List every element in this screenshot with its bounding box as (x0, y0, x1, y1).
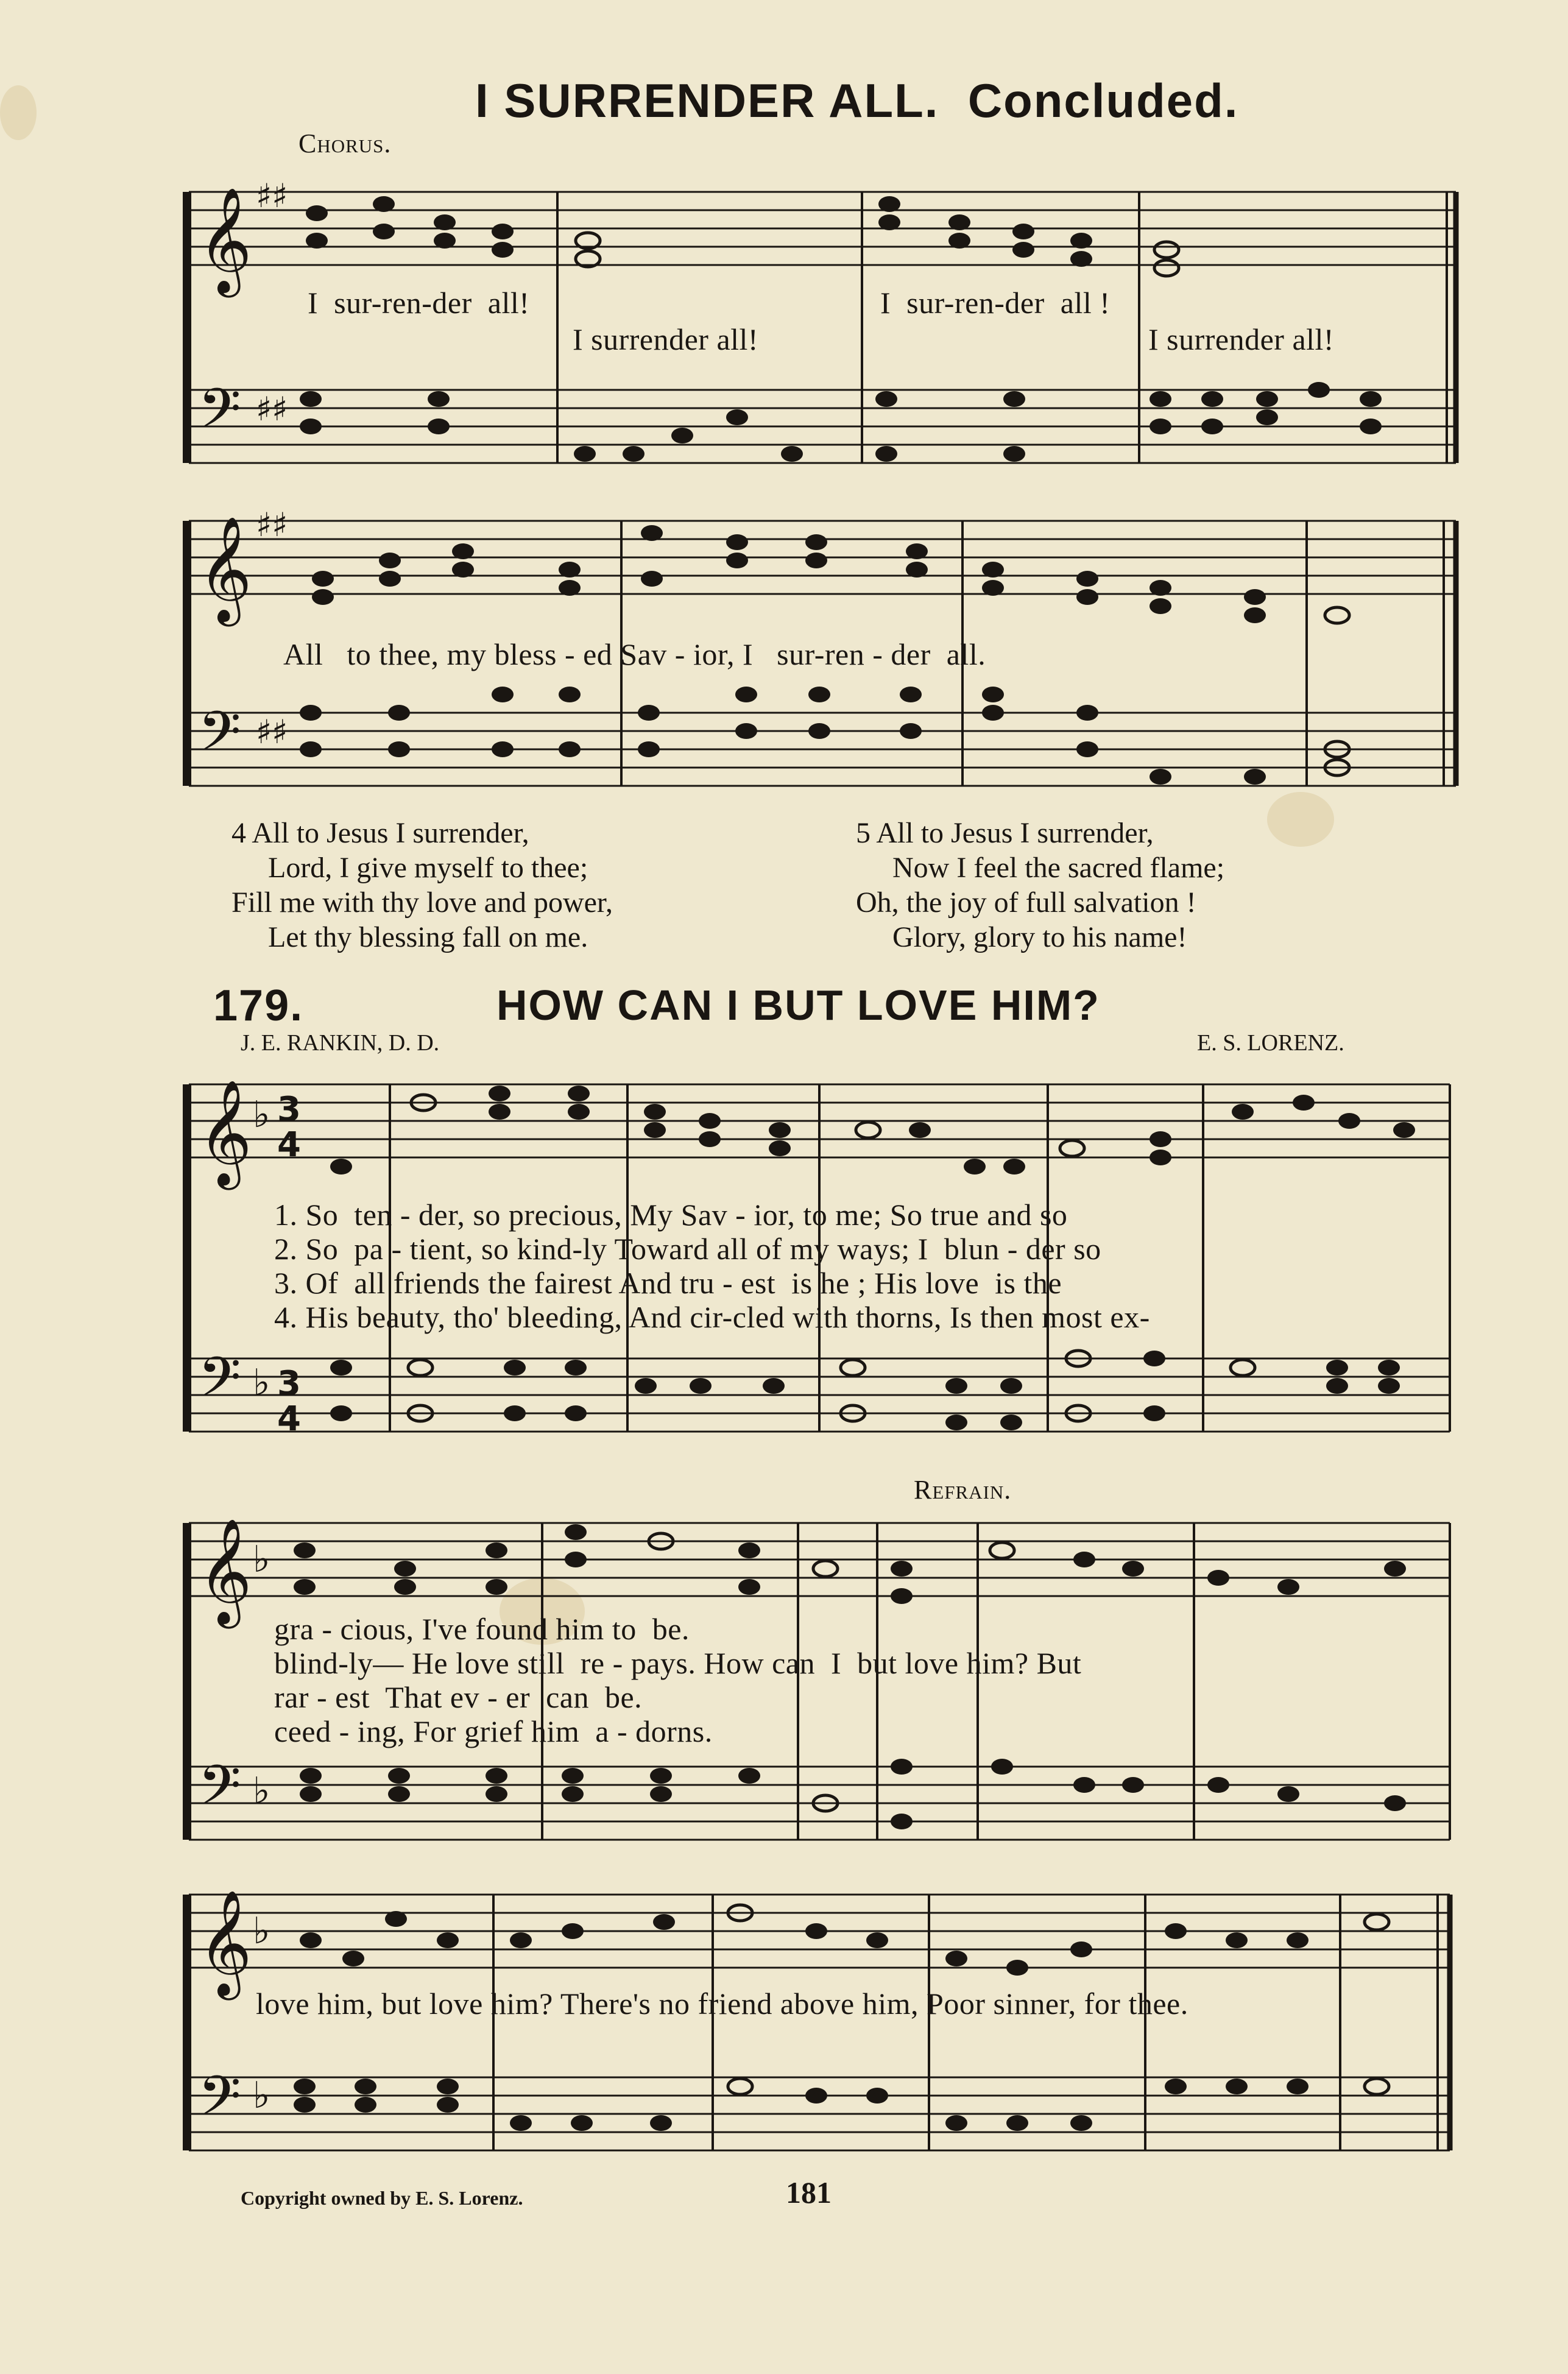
chorus-lyric-upper-2: I sur-ren-der all ! (880, 286, 1111, 320)
hymn-title: I SURRENDER ALL. Concluded. (475, 74, 1239, 127)
hymn-title-179: HOW CAN I BUT LOVE HIM? (496, 981, 1100, 1029)
chorus-lyric-lower-2: I surrender all! (1148, 322, 1335, 356)
svg-text:𝄞: 𝄞 (198, 516, 252, 622)
noteheads (294, 196, 1415, 2131)
svg-text:♭: ♭ (253, 1770, 270, 1812)
svg-text:𝄞: 𝄞 (198, 187, 252, 293)
refrain-label: Refrain. (914, 1475, 1012, 1505)
verse-lines-2: gra - cious, I've found him to be. blind-ly— He love still re - pays. How can I but love him? But rar - est That ev - er can be. ceed - ing, For grief him a - dorns. (274, 1612, 1082, 1748)
svg-text:♭: ♭ (253, 2074, 270, 2117)
svg-text:♭: ♭ (253, 1362, 270, 1404)
author: J. E. RANKIN, D. D. (241, 1030, 440, 1056)
system-braces (183, 192, 191, 2150)
verse-4: 4 All to Jesus I surrender, Lord, I give myself to thee; Fill me with thy love and power, Let thy blessing fall on me. (231, 817, 613, 953)
clefs (198, 177, 304, 2142)
svg-text:𝄢: 𝄢 (198, 699, 241, 777)
chorus-label: Chorus. (298, 129, 392, 158)
svg-text:𝄞: 𝄞 (198, 1518, 252, 1624)
line2-lyrics: All to thee, my bless - ed Sav - ior, I sur-ren - der all. (283, 637, 986, 671)
svg-text:𝄢: 𝄢 (198, 1345, 241, 1423)
refrain-lyrics: love him, but love him? There's no friend above him, Poor sinner, for thee. (256, 1987, 1188, 2021)
svg-text:𝄞: 𝄞 (198, 1079, 252, 1185)
svg-text:𝄞: 𝄞 (198, 1890, 252, 1996)
copyright-note: Copyright owned by E. S. Lorenz. (241, 2187, 523, 2209)
composer: E. S. LORENZ. (1197, 1030, 1344, 1056)
svg-text:♭: ♭ (253, 1093, 270, 1136)
svg-text:♯♯: ♯♯ (256, 506, 288, 544)
svg-text:4: 4 (277, 1125, 301, 1165)
svg-text:♯♯: ♯♯ (256, 390, 288, 428)
svg-text:♭: ♭ (253, 1538, 270, 1581)
svg-text:𝄢: 𝄢 (198, 1753, 241, 1831)
bar-lines (390, 192, 1456, 2150)
chorus-lyric-lower-1: I surrender all! (573, 322, 759, 356)
verse-lines-1: 1. So ten - der, so precious, My Sav - ior, to me; So true and so 2. So pa - tient, so kind-ly Toward all of my ways; I blun - der so 3. Of all friends the fairest And tru - est is he ; His love is the 4. His beauty, tho' bleeding, And cir-cled with thorns, Is then most ex- (274, 1198, 1150, 1334)
verse-5: 5 All to Jesus I surrender, Now I feel the sacred flame; Oh, the joy of full salvation ! Glory, glory to his name! (856, 817, 1225, 953)
chorus-lyric-upper: I sur-ren-der all! (308, 286, 530, 320)
svg-text:𝄢: 𝄢 (198, 2064, 241, 2142)
svg-text:3: 3 (277, 1090, 301, 1129)
hymn-number: 179. (213, 981, 304, 1030)
svg-text:𝄢: 𝄢 (198, 376, 241, 454)
page-number: 181 (786, 2175, 832, 2210)
svg-text:♯♯: ♯♯ (256, 713, 288, 751)
svg-text:♯♯: ♯♯ (256, 177, 288, 215)
svg-text:♭: ♭ (253, 1910, 270, 1952)
svg-text:3: 3 (277, 1364, 301, 1404)
svg-text:4: 4 (277, 1399, 301, 1439)
